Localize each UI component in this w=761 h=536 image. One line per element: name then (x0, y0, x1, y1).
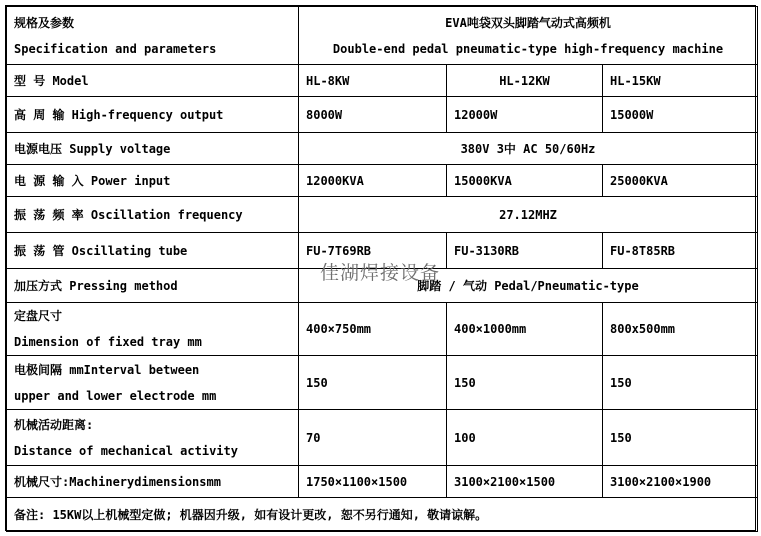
row-label: 型 号 Model (7, 65, 299, 97)
row-value: HL-8KW (299, 65, 447, 97)
row-value: 3100×2100×1500 (447, 466, 603, 498)
row-value: 150 (603, 410, 758, 466)
row-value: 150 (299, 356, 447, 410)
row-label: 电源电压 Supply voltage (7, 133, 299, 165)
note-row (7, 498, 758, 532)
header-label-cell (7, 7, 299, 65)
row-value: 8000W (299, 97, 447, 133)
header-label-cn: 规格及参数 (14, 15, 75, 30)
row-label-cn: 机械活动距离: (14, 417, 94, 432)
watermark-text: 佳湖焊接设备 (320, 262, 441, 284)
table-row (7, 233, 758, 269)
row-label (7, 410, 299, 466)
header-row (7, 7, 758, 65)
row-value: 25000KVA (603, 165, 758, 197)
row-value: FU-3130RB (447, 233, 603, 269)
header-title-en: Double-end pedal pneumatic-type high-frequency machine (332, 41, 724, 56)
row-value: 400×750mm (299, 303, 447, 356)
row-value: 12000KVA (299, 165, 447, 197)
row-value: 15000KVA (447, 165, 603, 197)
row-label-cn: 定盘尺寸 (14, 309, 63, 323)
row-value: 12000W (447, 97, 603, 133)
row-value: 15000W (603, 97, 758, 133)
row-label-cn: 电极间隔 mmInterval between (14, 362, 200, 377)
row-value: 800x500mm (603, 303, 758, 356)
row-merged-value: 脚踏 / 气动 Pedal/Pneumatic-type (299, 269, 758, 303)
row-label (7, 356, 299, 410)
row-value: 150 (447, 356, 603, 410)
row-label-en: Distance of mechanical activity (14, 443, 238, 458)
row-label-en: upper and lower electrode mm (14, 388, 217, 403)
header-title-cn: EVA吨袋双头脚踏气动式高频机 (445, 15, 611, 30)
table-row (7, 356, 758, 410)
row-label: 机械尺寸:Machinerydimensionsmm (7, 466, 299, 498)
row-label: 电 源 输 入 Power input (7, 165, 299, 197)
table-row (7, 197, 758, 233)
table-row (7, 410, 758, 466)
row-value: HL-15KW (603, 65, 758, 97)
row-label-en: Dimension of fixed tray mm (14, 335, 202, 349)
spec-sheet (5, 5, 756, 531)
table-row (7, 466, 758, 498)
row-value: 400×1000mm (447, 303, 603, 356)
table-row (7, 303, 758, 356)
header-label-en: Specification and parameters (14, 41, 217, 56)
spec-table (6, 6, 758, 532)
row-label: 振 荡 管 Oscillating tube (7, 233, 299, 269)
table-row (7, 133, 758, 165)
table-row (7, 97, 758, 133)
row-value: 100 (447, 410, 603, 466)
note-text: 备注: 15KW以上机械型定做; 机器因升级, 如有设计更改, 恕不另行通知, 敬请谅解。 (7, 498, 758, 532)
row-value: 1750×1100×1500 (299, 466, 447, 498)
row-value: 3100×2100×1900 (603, 466, 758, 498)
row-value: 70 (299, 410, 447, 466)
table-row (7, 165, 758, 197)
table-row (7, 269, 758, 303)
row-value: 150 (603, 356, 758, 410)
header-title-cell (299, 7, 758, 65)
table-row (7, 65, 758, 97)
row-label: 振 荡 频 率 Oscillation frequency (7, 197, 299, 233)
row-value: FU-8T85RB (603, 233, 758, 269)
row-label: 加压方式 Pressing method (7, 269, 299, 303)
row-value: HL-12KW (447, 65, 603, 97)
row-merged-value: 27.12MHZ (299, 197, 758, 233)
row-label (7, 303, 299, 356)
row-value: FU-7T69RB (299, 233, 447, 269)
row-merged-value: 380V 3中 AC 50/60Hz (299, 133, 758, 165)
row-label: 高 周 输 High-frequency output (7, 97, 299, 133)
